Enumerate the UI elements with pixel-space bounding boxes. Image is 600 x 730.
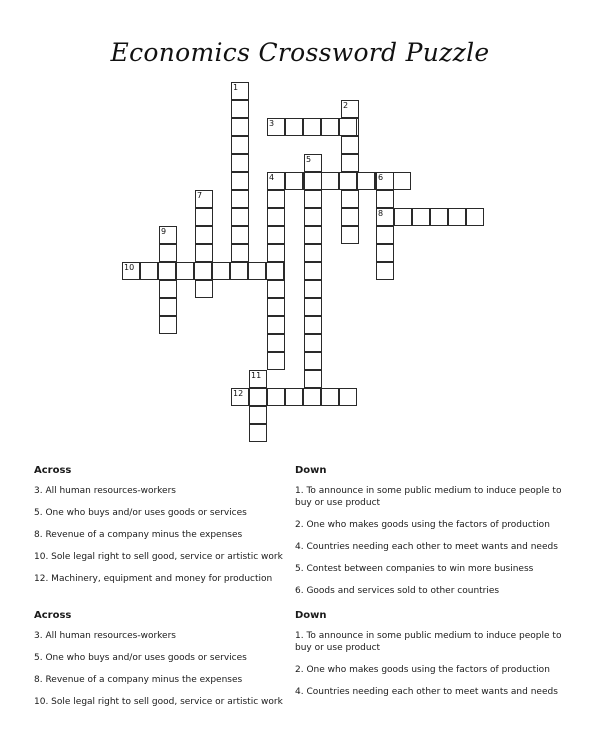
grid-cell	[376, 262, 394, 280]
grid-cell	[267, 244, 285, 262]
clue-section-across-1	[34, 465, 304, 595]
grid-cell	[267, 298, 285, 316]
grid-cell	[267, 388, 285, 406]
grid-cell	[249, 406, 267, 424]
grid-cell	[304, 172, 322, 190]
grid-cell	[231, 100, 249, 118]
grid-cell	[176, 262, 194, 280]
clue-item: 4. Countries needing each other to meet wants and needs	[295, 542, 558, 552]
grid-cell	[159, 298, 177, 316]
clue-item: 10. Sole legal right to sell good, service or artistic work	[34, 552, 283, 562]
grid-cell	[304, 298, 322, 316]
clue-item: 12. Machinery, equipment and money for production	[34, 574, 273, 584]
clue-item: 5. Contest between companies to win more business	[295, 564, 534, 574]
clue-item: 3. All human resources-workers	[34, 631, 176, 641]
clue-item: 6. Goods and services sold to other countries	[295, 586, 500, 596]
grid-cell	[248, 262, 266, 280]
grid-cell	[341, 190, 359, 208]
clue-item: 5. One who buys and/or uses goods or services	[34, 653, 247, 663]
grid-cell	[231, 118, 249, 136]
clue-number: 7	[197, 191, 203, 200]
grid-cell	[376, 190, 394, 208]
grid-cell	[159, 316, 177, 334]
grid-cell	[376, 226, 394, 244]
grid-cell	[231, 172, 249, 190]
grid-cell	[393, 172, 411, 190]
grid-cell	[304, 280, 322, 298]
clue-section-down-1	[295, 465, 565, 607]
grid-cell	[339, 388, 357, 406]
grid-cell	[195, 208, 213, 226]
grid-cell	[267, 208, 285, 226]
grid-cell	[466, 208, 484, 226]
grid-cell	[303, 118, 321, 136]
grid-cell	[339, 118, 357, 136]
grid-cell	[158, 262, 176, 280]
grid-cell	[341, 154, 359, 172]
grid-cell	[195, 280, 213, 298]
grid-cell	[339, 172, 357, 190]
grid-cell	[303, 388, 321, 406]
grid-cell	[285, 388, 303, 406]
clue-item: 2. One who makes goods using the factors of production	[295, 665, 550, 675]
clue-number: 2	[343, 101, 349, 110]
clue-section-across-2	[34, 610, 304, 718]
clue-number: 9	[161, 227, 167, 236]
grid-cell	[266, 262, 284, 280]
grid-cell	[304, 226, 322, 244]
clue-item: 4. Countries needing each other to meet wants and needs	[295, 687, 558, 697]
grid-cell	[194, 262, 212, 280]
grid-cell	[267, 316, 285, 334]
clue-item: 10. Sole legal right to sell good, service or artistic work	[34, 697, 283, 707]
grid-cell	[285, 118, 303, 136]
grid-cell	[341, 136, 359, 154]
section-heading: Across	[34, 465, 72, 476]
grid-cell	[321, 172, 339, 190]
grid-cell	[304, 190, 322, 208]
clue-number: 1	[233, 83, 239, 92]
section-heading: Down	[295, 610, 327, 621]
grid-cell	[231, 208, 249, 226]
clue-item: 8. Revenue of a company minus the expenses	[34, 530, 243, 540]
grid-cell	[285, 172, 303, 190]
grid-cell	[230, 262, 248, 280]
clue-number: 11	[251, 371, 262, 380]
grid-cell	[267, 352, 285, 370]
clue-number: 6	[378, 173, 384, 182]
grid-cell	[231, 190, 249, 208]
grid-cell	[195, 226, 213, 244]
grid-cell	[304, 208, 322, 226]
grid-cell	[304, 352, 322, 370]
clue-item: 8. Revenue of a company minus the expenses	[34, 675, 243, 685]
grid-cell	[341, 208, 359, 226]
grid-cell	[231, 226, 249, 244]
grid-cell	[321, 388, 339, 406]
clue-item: 3. All human resources-workers	[34, 486, 176, 496]
grid-cell	[412, 208, 430, 226]
grid-cell	[267, 334, 285, 352]
grid-cell	[249, 424, 267, 442]
clue-item: 2. One who makes goods using the factors of production	[295, 520, 550, 530]
grid-cell	[159, 280, 177, 298]
clue-section-down-2	[295, 610, 565, 708]
grid-cell	[376, 244, 394, 262]
grid-cell	[231, 244, 249, 262]
clue-number: 12	[233, 389, 244, 398]
grid-cell	[249, 388, 267, 406]
grid-cell	[304, 262, 322, 280]
grid-cell	[159, 244, 177, 262]
section-heading: Across	[34, 610, 72, 621]
clue-number: 5	[306, 155, 312, 164]
clue-number: 3	[269, 119, 275, 128]
clue-number: 10	[124, 263, 135, 272]
grid-cell	[394, 208, 412, 226]
grid-cell	[267, 190, 285, 208]
grid-cell	[321, 118, 339, 136]
grid-cell	[304, 244, 322, 262]
grid-cell	[430, 208, 448, 226]
section-heading: Down	[295, 465, 327, 476]
clue-item: 5. One who buys and/or uses goods or services	[34, 508, 247, 518]
grid-cell	[357, 172, 375, 190]
clue-item: 1. To announce in some public medium to induce people to buy or use product	[295, 486, 562, 508]
grid-cell	[304, 370, 322, 388]
grid-cell	[212, 262, 230, 280]
grid-cell	[195, 244, 213, 262]
clue-item: 1. To announce in some public medium to induce people to buy or use product	[295, 631, 562, 653]
grid-cell	[140, 262, 158, 280]
page-title: Economics Crossword Puzzle	[110, 38, 490, 67]
grid-cell	[231, 154, 249, 172]
grid-cell	[304, 316, 322, 334]
grid-cell	[267, 226, 285, 244]
grid-cell	[231, 136, 249, 154]
grid-cell	[341, 226, 359, 244]
grid-cell	[304, 334, 322, 352]
grid-cell	[448, 208, 466, 226]
clue-number: 8	[378, 209, 384, 218]
grid-cell	[267, 280, 285, 298]
clue-number: 4	[269, 173, 275, 182]
